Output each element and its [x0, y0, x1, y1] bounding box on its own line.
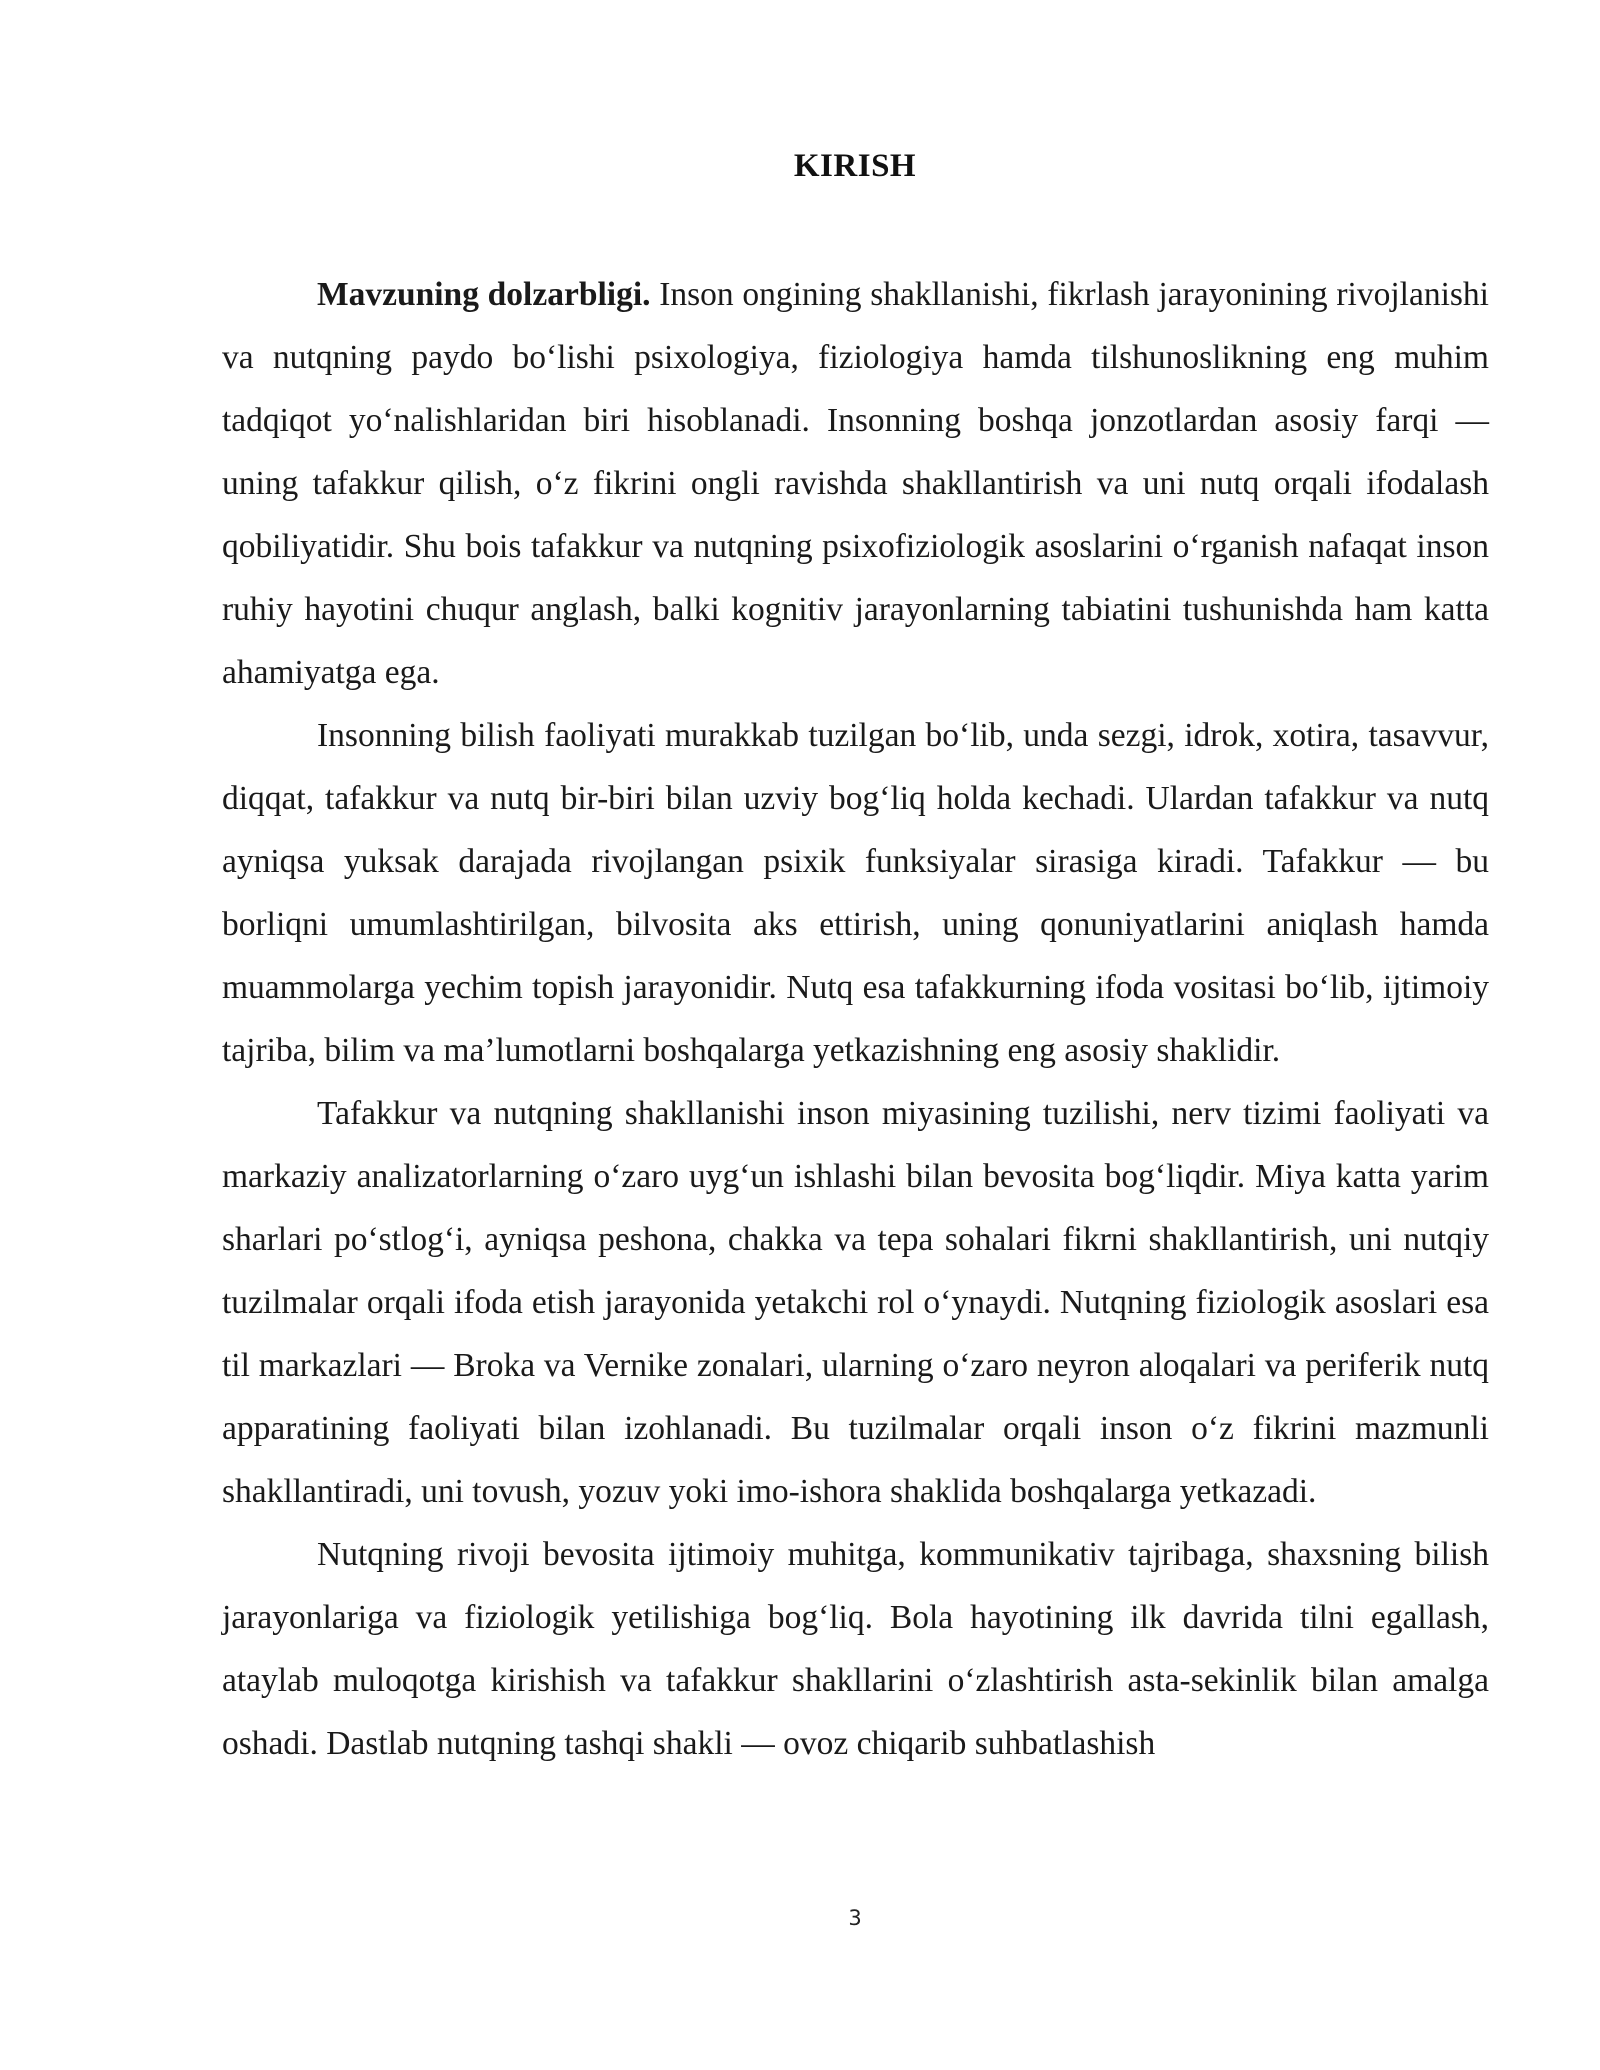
paragraph-text: Insonning bilish faoliyati murakkab tuzilgan bo‘lib, unda sezgi, idrok, xotira, tasavvur, diqqat, tafakkur va nutq bir-biri bilan uzviy bog‘liq holda kechadi. Ulardan tafakkur va nutq ayniqsa yuksak darajada rivojlangan psixik funksiyalar sirasiga kiradi. Tafakkur — bu borliqni umumlashtirilgan, bilvosita aks ettirish, uning qonuniyatlarini aniqlash hamda muammolarga yechim topish jarayonidir. Nutq esa tafakkurning ifoda vositasi bo‘lib, ijtimoiy tajriba, bilim va ma’lumotlarni boshqalarga yetkazishning eng asosiy shaklidir.: [222, 717, 1489, 1069]
page-number: 3: [848, 1906, 862, 1930]
paragraph: [222, 1523, 1489, 1775]
paragraph: [222, 1082, 1489, 1523]
paragraph-text: Inson ongining shakllanishi, fikrlash jarayonining rivojlanishi va nutqning paydo bo‘lishi psixologiya, fiziologiya hamda tilshunoslikning eng muhim tadqiqot yo‘nalishlaridan biri hisoblanadi. Insonning boshqa jonzotlardan asosiy farqi — uning tafakkur qilish, o‘z fikrini ongli ravishda shakllantirish va uni nutq orqali ifodalash qobiliyatidir. Shu bois tafakkur va nutqning psixofiziologik asoslarini o‘rganish nafaqat inson ruhiy hayotini chuqur anglash, balki kognitiv jarayonlarning tabiatini tushunishda ham katta ahamiyatga ega.: [222, 276, 1489, 691]
paragraph-text: Tafakkur va nutqning shakllanishi inson miyasining tuzilishi, nerv tizimi faoliyati va markaziy analizatorlarning o‘zaro uyg‘un ishlashi bilan bevosita bog‘liqdir. Miya katta yarim sharlari po‘stlog‘i, ayniqsa peshona, chakka va tepa sohalari fikrni shakllantirish, uni nutqiy tuzilmalar orqali ifoda etish jarayonida yetakchi rol o‘ynaydi. Nutqning fiziologik asoslari esa til markazlari — Broka va Vernike zonalari, ularning o‘zaro neyron aloqalari va periferik nutq apparatining faoliyati bilan izohlanadi. Bu tuzilmalar orqali inson o‘z fikrini mazmunli shakllantiradi, uni tovush, yozuv yoki imo-ishora shaklida boshqalarga yetkazadi.: [222, 1095, 1489, 1510]
paragraph-text: Nutqning rivoji bevosita ijtimoiy muhitga, kommunikativ tajribaga, shaxsning bilish jarayonlariga va fiziologik yetilishiga bog‘liq. Bola hayotining ilk davrida tilni egallash, ataylab muloqotga kirishish va tafakkur shakllarini o‘zlashtirish asta-sekinlik bilan amalga oshadi. Dastlab nutqning tashqi shakli — ovoz chiqarib suhbatlashish: [222, 1536, 1489, 1762]
section-title: KIRISH: [793, 148, 917, 184]
document-body: [222, 263, 1489, 1775]
paragraph-lead-heading: Mavzuning dolzarbligi.: [317, 276, 651, 313]
paragraph: [222, 704, 1489, 1082]
paragraph-relevance: [222, 263, 1489, 704]
